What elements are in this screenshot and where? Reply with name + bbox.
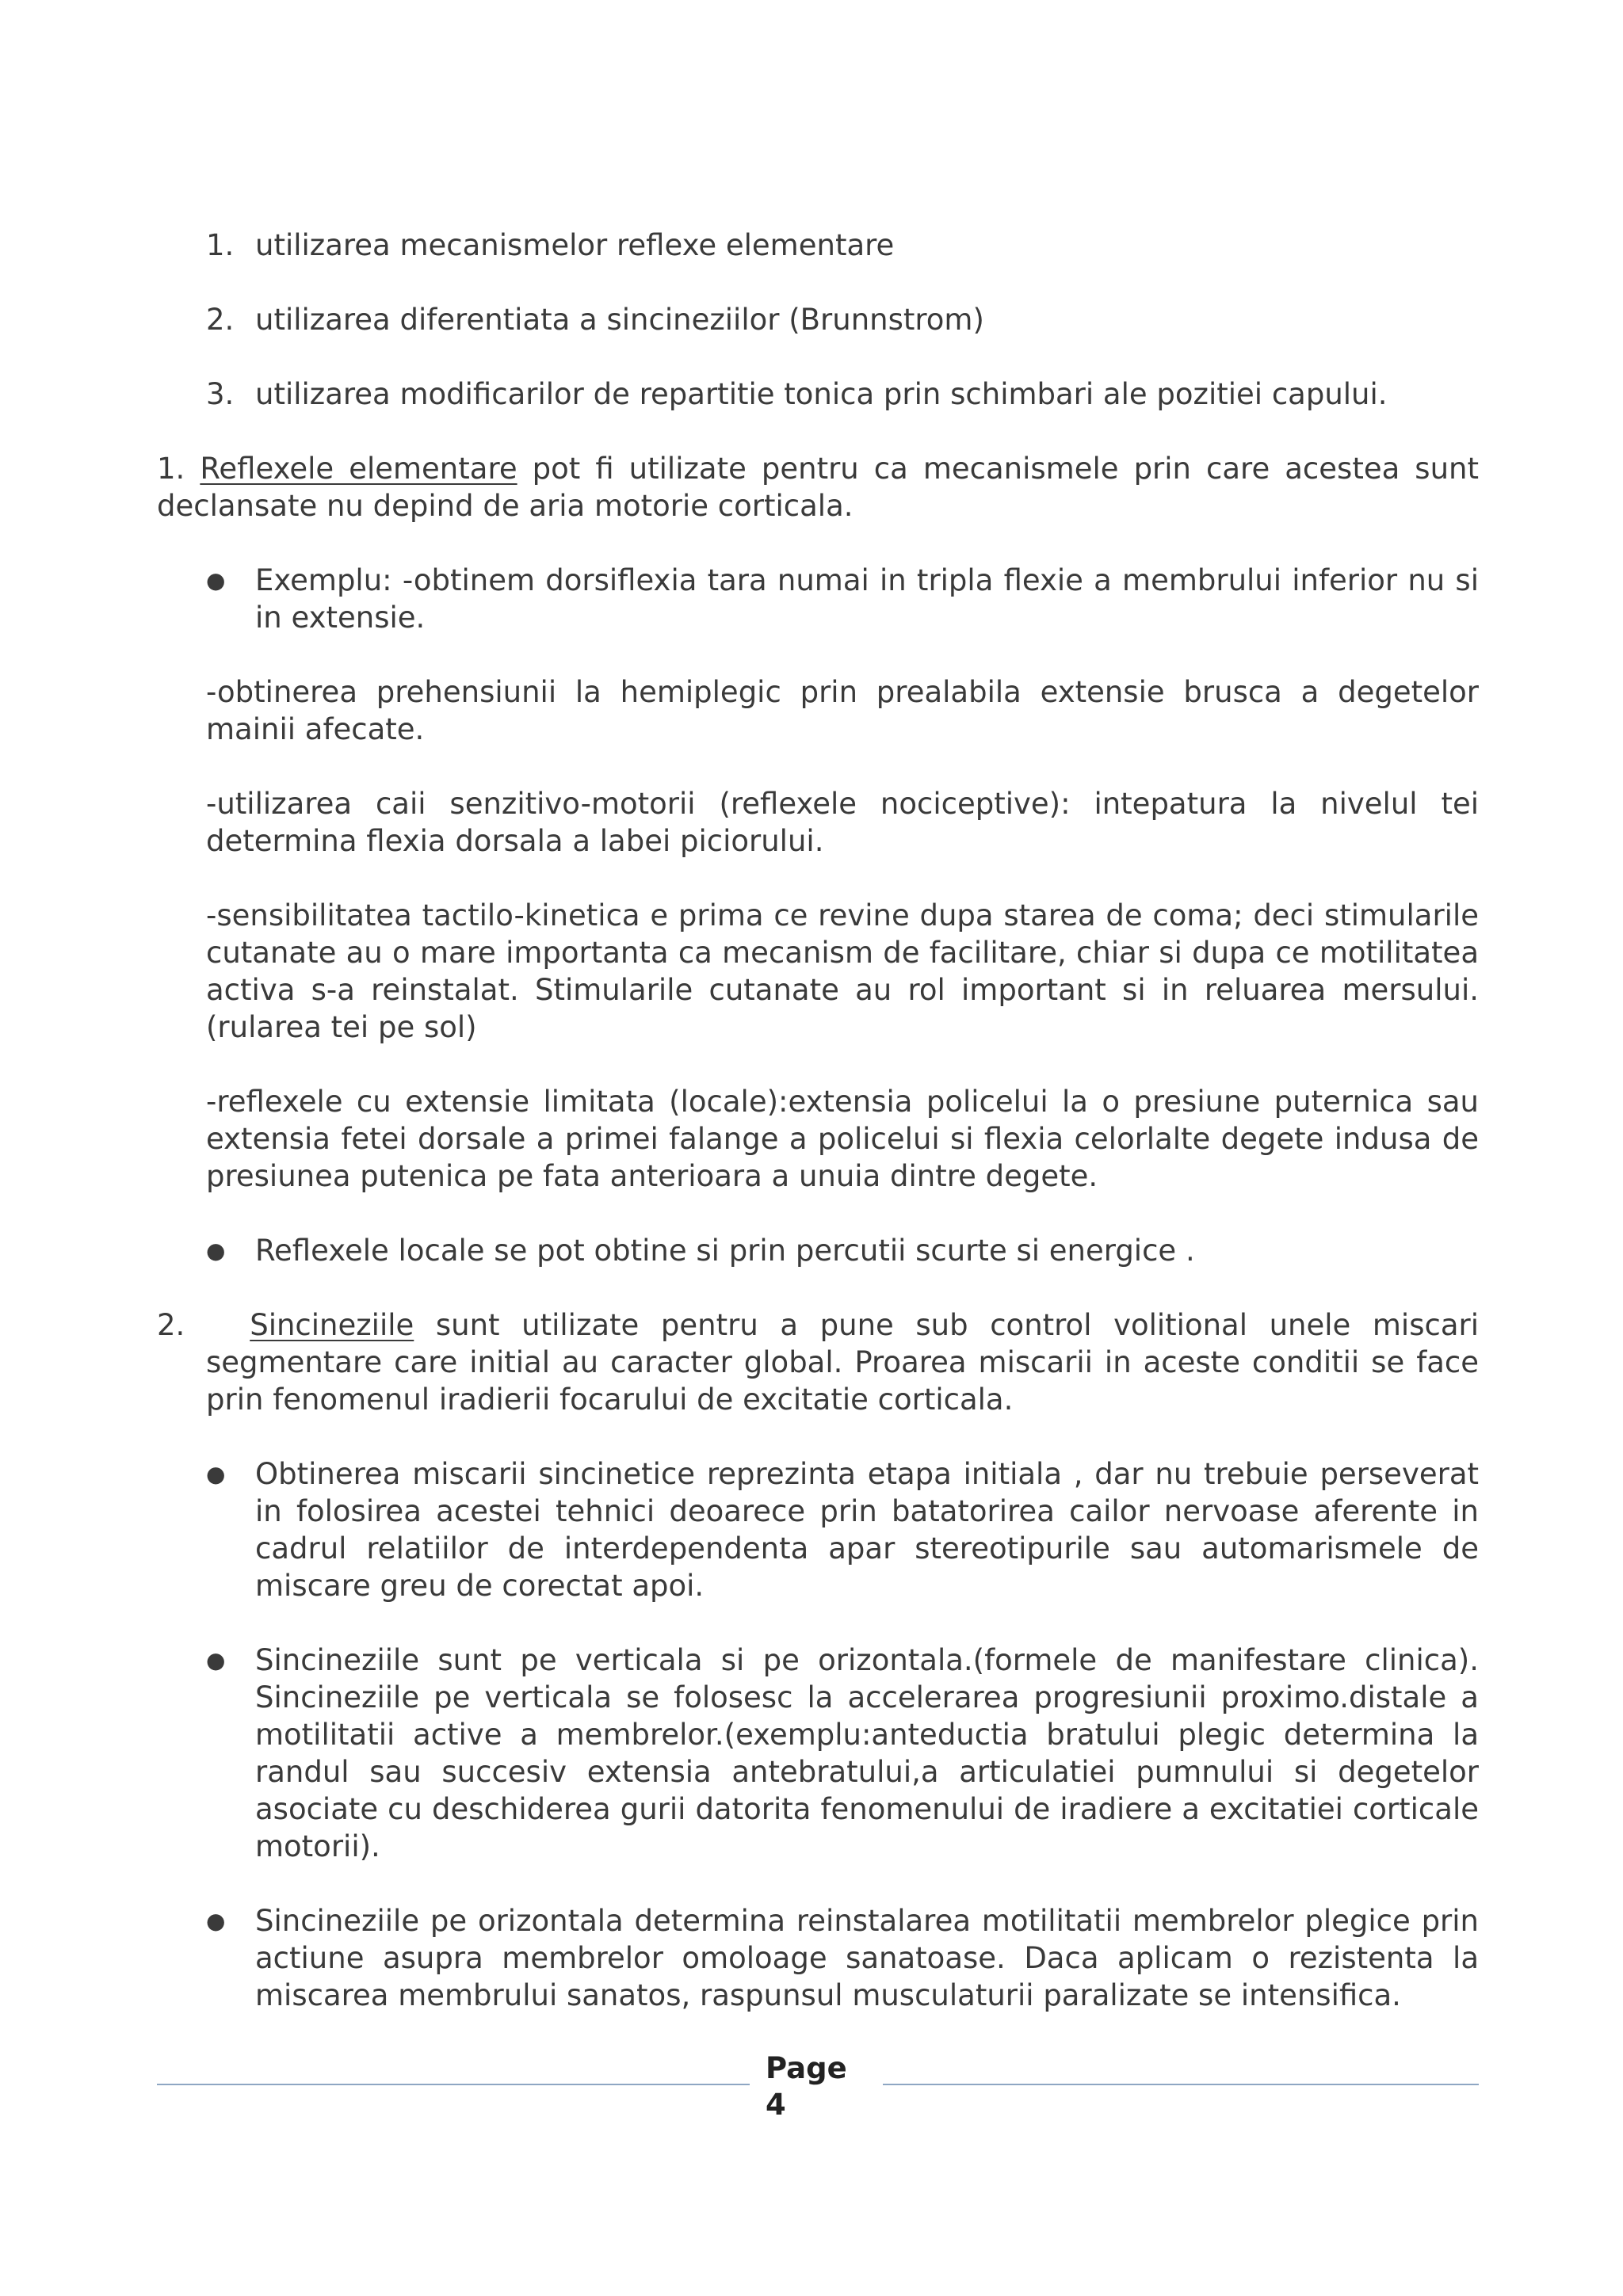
- page-footer: [157, 2050, 1479, 2122]
- bullet-icon: ●: [206, 1647, 226, 1673]
- bullet-item: [157, 562, 1479, 636]
- paragraph: -utilizarea caii senzitivo-motorii (reflexele nociceptive): intepatura la nivelul tei determina flexia dorsala a labei piciorului.: [206, 787, 1479, 858]
- section-number: 1.: [157, 452, 185, 486]
- list-item: [157, 301, 1479, 338]
- paragraph: -sensibilitatea tactilo-kinetica e prima ce revine dupa starea de coma; deci stimularile cutanate au o mare importanta ca mecanism de facilitare, chiar si dupa ce motilitatea activa s-a reinstalat. Stimularile cutanate au rol important si in reluarea mersului.(rularea tei pe sol): [206, 898, 1479, 1044]
- bullet-icon: ●: [206, 1908, 226, 1934]
- bullet-text: Sincineziile sunt pe verticala si pe orizontala.(formele de manifestare clinica). Sincineziile pe verticala se folosesc la accelerarea progresiunii proximo.distale a motilitatii active a membrelor.(exemplu:anteductia bratului plegic determina la randul sau succesiv extensia antebratului,a articulatiei pumnului si degetelor asociate cu deschiderea gurii datorita fenomenului de iradiere a excitatiei corticale motorii).: [255, 1643, 1479, 1863]
- bullet-icon: ●: [206, 1238, 226, 1264]
- section-term: Sincineziile: [250, 1308, 414, 1342]
- document-body: [157, 227, 1479, 2051]
- list-number: 3.: [206, 377, 235, 411]
- section-number: 2.: [157, 1308, 185, 1342]
- intro-numbered-list: [157, 227, 1479, 413]
- page-number: 4: [766, 2088, 786, 2122]
- section-text: sunt utilizate pentru a pune sub control volitional unele miscari segmentare care initial au caracter global. Proarea miscarii in aceste conditii se face prin fenomenul iradierii focarului de excitatie corticala.: [206, 1308, 1479, 1417]
- footer-divider-left: [157, 2084, 750, 2085]
- bullet-text: Reflexele locale se pot obtine si prin percutii scurte si energice .: [255, 1234, 1195, 1268]
- section1-bullet-list: [157, 562, 1479, 636]
- bullet-item: [157, 1902, 1479, 2014]
- section2-bullet-list: [157, 1455, 1479, 2014]
- list-item: [157, 227, 1479, 264]
- list-text: utilizarea diferentiata a sincineziilor (Brunnstrom): [255, 303, 984, 337]
- paragraph: -obtinerea prehensiunii la hemiplegic prin prealabila extensie brusca a degetelor mainii afecate.: [206, 675, 1479, 746]
- list-item: [157, 376, 1479, 413]
- section1-bullet-list-2: [157, 1232, 1479, 1269]
- bullet-icon: ●: [206, 567, 226, 593]
- section-term: Reflexele elementare: [200, 452, 517, 486]
- footer-divider-right: [883, 2084, 1479, 2085]
- list-number: 2.: [206, 303, 235, 337]
- page-number-label: [766, 2050, 847, 2123]
- bullet-icon: ●: [206, 1461, 226, 1487]
- paragraph: -reflexele cu extensie limitata (locale):extensia policelui la o presiune puternica sau extensia fetei dorsale a primei falange a policelui si flexia celorlalte degete indusa de presiunea putenica pe fata anterioara a unuia dintre degete.: [206, 1085, 1479, 1193]
- bullet-item: [157, 1232, 1479, 1269]
- section2-intro-paragraph: [157, 1306, 1479, 1418]
- list-number: 1.: [206, 228, 235, 262]
- bullet-text: Sincineziile pe orizontala determina reinstalarea motilitatii membrelor plegice prin actiune asupra membrelor omoloage sanatoase. Daca aplicam o rezistenta la miscarea membrului sanatos, raspunsul musculaturii paralizate se intensifica.: [255, 1904, 1479, 2012]
- page-word: Page: [766, 2051, 847, 2085]
- section-text: pot fi utilizate pentru ca mecanismele prin care acestea sunt declansate nu depind de aria motorie corticala.: [157, 452, 1479, 523]
- bullet-item: [157, 1642, 1479, 1865]
- list-text: utilizarea modificarilor de repartitie tonica prin schimbari ale pozitiei capului.: [255, 377, 1388, 411]
- bullet-text: Exemplu: -obtinem dorsiflexia tara numai in tripla flexie a membrului inferior nu si in extensie.: [255, 563, 1479, 635]
- bullet-item: [157, 1455, 1479, 1604]
- list-text: utilizarea mecanismelor reflexe elementare: [255, 228, 895, 262]
- section1-intro-paragraph: [157, 450, 1479, 524]
- bullet-text: Obtinerea miscarii sincinetice reprezinta etapa initiala , dar nu trebuie perseverat in folosirea acestei tehnici deoarece prin batatorirea cailor nervoase aferente in cadrul relatiilor de interdependenta apar stereotipurile sau automarismele de miscare greu de corectat apoi.: [255, 1457, 1479, 1603]
